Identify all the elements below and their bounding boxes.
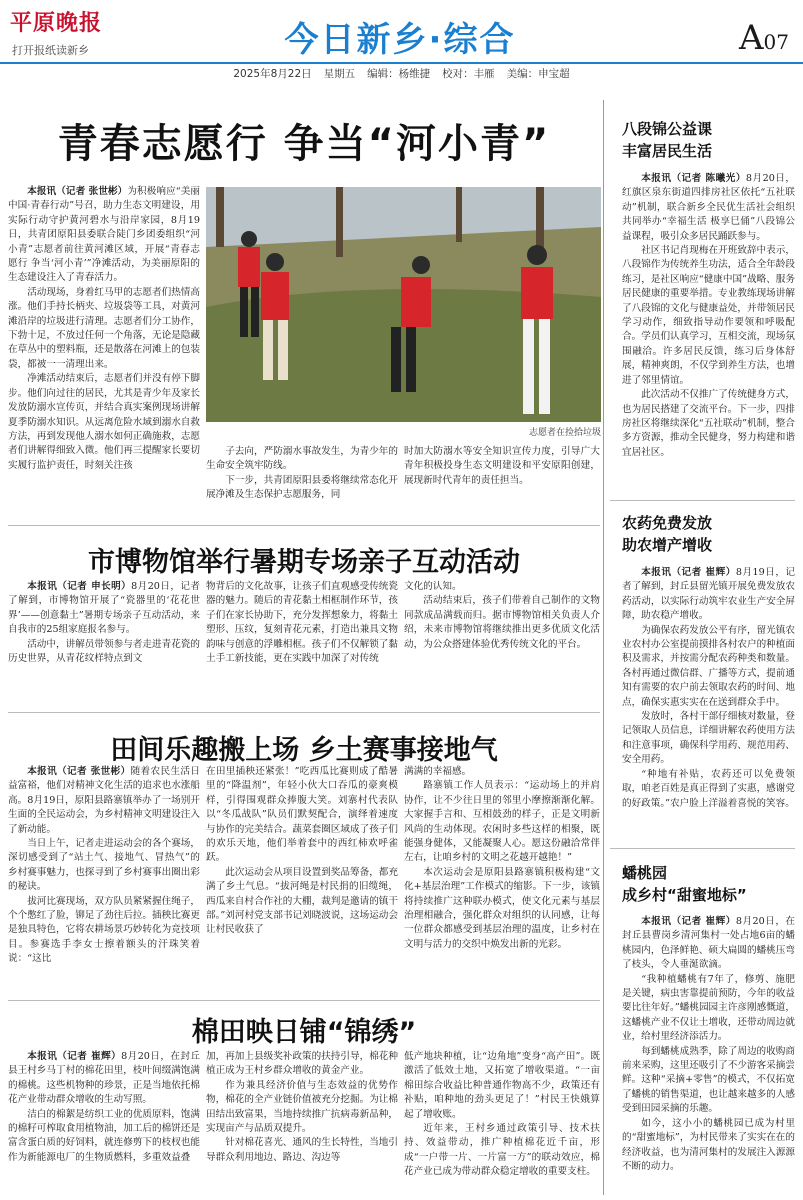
side1-headline-line1: 八段锦公益课 bbox=[622, 120, 713, 138]
side1-headline bbox=[622, 118, 797, 164]
side2-body bbox=[622, 566, 795, 838]
side3-para1: 8月20日，在封丘县曹岗乡清河集村一处占地6亩的蟠桃园内，色泽鲜艳、硕大扁圆的蟠桃压弯了枝头，令人垂涎欲滴。 bbox=[622, 916, 795, 971]
side3-byline: 本报讯（记者 崔辉） bbox=[641, 916, 736, 927]
issue-weekday: 星期五 bbox=[323, 68, 356, 80]
article2-col2 bbox=[206, 580, 398, 700]
divider bbox=[8, 712, 600, 713]
article4-headline: 棉田映日铺“锦绣” bbox=[191, 1017, 417, 1048]
article1-para4: 子去向，严防溺水事故发生，为青少年的生命安全筑牢防线。 bbox=[206, 446, 398, 472]
article3-para7: 路寨镇工作人员表示：“运动场上的并肩协作，让不少往日里的邻里小摩擦渐渐化解。大家握手言和、互相鼓劲的样子，正是文明新风尚的生动体现。农闲时多些这样的相聚，既能强身健体，又能凝聚人心。愿这份融洽常伴左右，让咱乡村的文明之花越开越艳！” bbox=[404, 780, 600, 864]
divider bbox=[610, 500, 795, 501]
article1-para1: 为积极响应“美丽中国·青春行动”号召，助力生态文明建设，用实际行动守护黄河碧水与沿岸家园，8月19日，共青团原阳县委联合陡门乡团委组织“河小青”志愿者前往黄河滩区域，开展“青春志愿行 争当‘河小青’”净滩活动，为美丽原阳的生态建设注入了青春活力。 bbox=[8, 186, 200, 284]
masthead bbox=[0, 0, 803, 80]
article2-para5: 活动结束后，孩子们带着自己制作的文物同款成品满载而归。据市博物馆相关负责人介绍，未来市博物馆将继续推出更多优质文化活动，为公众搭建体验优秀传统文化的平台。 bbox=[404, 595, 600, 650]
article1-col2 bbox=[206, 445, 398, 505]
article3-col1 bbox=[8, 765, 200, 995]
side3-para4: 如今，这小小的蟠桃园已成为村里的“甜蜜地标”，为村民带来了实实在在的经济收益，也为清河集村的发展注入源源不断的动力。 bbox=[622, 1117, 795, 1172]
article2-para2: 活动中，讲解员带领参与者走进青花瓷的历史世界，从青花纹样特点到文 bbox=[8, 638, 200, 665]
side3-headline-line2: 成乡村“甜蜜地标” bbox=[622, 886, 747, 904]
article4-para2: 洁白的棉絮是纺织工业的优质原料，饱满的棉籽可榨取食用植物油，加工后的棉饼还是富含蛋白质的好饲料，就连修剪下的枝杈也能作为新能源电厂的生物质燃料，多重效益叠 bbox=[8, 1108, 200, 1163]
column-separator bbox=[603, 100, 604, 1195]
article2-para4: 文化的认知。 bbox=[404, 581, 462, 592]
side3-para2: “我种植蟠桃有7年了，修剪、施肥是关键，病虫害靠提前预防，今年的收益要比往年好。”蟠桃园园主许彦刚感慨道，这蟠桃产业不仅让土增收，还带动周边就业，给村里经济添活力。 bbox=[622, 973, 795, 1043]
article3-byline: 本报讯（记者 张世彬） bbox=[27, 766, 131, 777]
side2-para4: “种地有补贴，农药还可以免费领取，咱老百姓是真正得到了实惠，感谢党的好政策。”农户脸上洋溢着喜悦的笑容。 bbox=[622, 768, 795, 809]
article2-byline: 本报讯（记者 申长明） bbox=[27, 581, 132, 592]
divider bbox=[8, 525, 600, 526]
article2-para3: 物背后的文化故事，让孩子们直观感受传统瓷器的魅力。随后的青花黏土相框制作环节，孩子们在家长协助下，充分发挥想象力，将黏土塑形、压纹，复刻青花元素，打造出兼具文物韵味与创意的浮雕相框。孩子们不仅解锁了黏土手工新技能，更在实践中加深了对传统 bbox=[206, 581, 398, 665]
article4-col2 bbox=[206, 1050, 398, 1195]
article3-para3: 拔河比赛现场，双方队员紧紧握住绳子，个个憋红了脸，铆足了劲往后拉。插秧比赛更是独具特色，它将农耕场景巧妙转化为竞技项目。参赛选手李女士擦着额头的汗珠笑着说：“这比 bbox=[8, 895, 200, 965]
newspaper-slogan: 打开报纸读新乡 bbox=[12, 44, 89, 57]
page-letter: A bbox=[738, 18, 764, 58]
article4-para7: 近年来，王村乡通过政策引导、技术扶持、效益带动，推广种植棉花近千亩，形成“一户带一片、一片富一方”的联动效应，棉花产业已成为带动群众稳定增收的重要支柱。 bbox=[404, 1123, 600, 1178]
article2-headline: 市博物馆举行暑期专场亲子互动活动 bbox=[88, 547, 520, 578]
side2-para3: 发放时，各村干部仔细核对数量，登记领取人员信息，详细讲解农药使用方法和注意事项，确保科学用药、规范用药、安全用药。 bbox=[622, 711, 795, 766]
article1-para3: 净滩活动结束后，志愿者们并没有停下脚步。他们向过往的居民，尤其是青少年及家长发放防溺水宣传页，并结合真实案例现场讲解夏季防溺水知识。从远离危险水域到溺水自救方法，再到发现他人溺水如何正确施救，志愿者们讲解得细致入微。他们再三提醒家长要切实履行监护责任，时刻关注孩 bbox=[8, 373, 200, 471]
article4-para3: 加，再加上县级奖补政策的扶持引导，棉花种植正成为王村乡群众增收的黄金产业。 bbox=[206, 1051, 398, 1077]
page-num: 07 bbox=[763, 30, 789, 54]
section-title: 今日新乡·综合 bbox=[284, 20, 516, 60]
article2-col1 bbox=[8, 580, 200, 700]
article4-byline: 本报讯（记者 崔辉） bbox=[27, 1051, 122, 1062]
side2-para1: 8月19日，记者了解到，封丘县留光镇开展免费发放农药活动，以实际行动筑牢农业生产安全屏障，助农稳产增收。 bbox=[622, 567, 795, 622]
article4-col1 bbox=[8, 1050, 200, 1195]
article1-col3 bbox=[404, 445, 600, 505]
article1-para6: 时加大防溺水等安全知识宣传力度，引导广大青年积极投身生态文明建设和平安原阳创建，展现新时代青年的责任担当。 bbox=[404, 446, 600, 486]
side3-para3: 每到蟠桃成熟季，除了周边的收购商前来采购，这里还吸引了不少游客采摘尝鲜。这种“采摘+零售”的模式，不仅拓宽了蟠桃的销售渠道，也让越来越多的人感受到田园采摘的乐趣。 bbox=[622, 1045, 795, 1115]
proofreader: 校对：丰雁 bbox=[442, 68, 495, 80]
side1-para3: 此次活动不仅推广了传统健身方式，也为居民搭建了交流平台。下一步，四排房社区将继续深化“五社联动”机制，整合多方资源，推动全民健身，努力构建和谐宜居社区。 bbox=[622, 389, 795, 458]
page-number bbox=[739, 18, 789, 58]
article3-col3 bbox=[404, 765, 600, 995]
article3-para1: 随着农民生活日益富裕，他们对精神文化生活的追求也水涨船高。8月19日，原阳县路寨镇举办了一场别开生面的全民运动会，为乡村精神文明建设注入了新动能。 bbox=[8, 766, 200, 835]
side3-headline bbox=[622, 862, 797, 908]
article3-headline: 田间乐趣搬上场 乡土赛事接地气 bbox=[110, 735, 498, 766]
article4-para6: 低产地块种植，让“边角地”变身“高产田”。既激活了低效土地，又拓宽了增收渠道。“一亩棉田综合收益比种普通作物高不少，政策还有补贴，咱种地的劲头更足了！”村民王快娥算起了增收账。 bbox=[404, 1051, 600, 1120]
article3-para6: 满满的幸福感。 bbox=[404, 766, 472, 777]
photo-caption: 志愿者在捡拾垃圾 bbox=[528, 428, 601, 438]
divider bbox=[610, 848, 795, 849]
article4-para5: 针对棉花喜光、通风的生长特性，当地引导群众利用地边、路边、沟边等 bbox=[206, 1137, 398, 1163]
article3-para4: 在田里插秧还紧张！”吃西瓜比赛则成了酷暑里的“降温剂”，年轻小伙大口吞瓜的豪爽模样，引得围观群众捧腹大笑。刘寨村代表队以“冬瓜战队”队员们默契配合，演绎着速度与协作的完美结合。蔬菜套圈区域成了孩子们的欢乐天地，他们举着套中的西红柿欢呼雀跃。 bbox=[206, 766, 398, 864]
issue-date: 2025年8月22日 bbox=[233, 68, 312, 80]
side1-headline-line2: 丰富居民生活 bbox=[622, 142, 713, 160]
divider bbox=[8, 1000, 600, 1001]
side2-headline-line2: 助农增产增收 bbox=[622, 536, 713, 554]
side1-byline: 本报讯（记者 陈曦光） bbox=[641, 173, 746, 184]
article3-para8: 本次运动会是原阳县路寨镇积极构建“文化+基层治理”工作模式的缩影。下一步，该镇将持续推广这种联办模式，使文化元素与基层治理相融合，强化群众对组织的认同感，让每一位群众都感受到基层治理的温度，让乡村在文明与活力的交织中焕发出新的光彩。 bbox=[404, 866, 600, 950]
side1-para1: 8月20日，红旗区泉东街道四排房社区依托“五社联动”机制，联合新乡全民优生活社会组织共同举办“幸福生活 极享巳俑”八段锦公益课程，吸引众多居民踊跃参与。 bbox=[622, 173, 795, 242]
side1-body bbox=[622, 172, 795, 502]
masthead-rule bbox=[0, 62, 803, 64]
side1-para2: 社区书记肖现梅在开班致辞中表示，八段锦作为传统养生功法，适合全年龄段练习，是社区响应“健康中国”战略、服务居民健康的重要举措。专业教练现场讲解了八段锦的文化与健康益处，并带领居民学习动作，细致指导动作要领和呼吸配合。学员们认真学习，互相交流，现场氛围融洽。许多居民反馈，练习后身体舒展，精神爽朗，不仅学到养生方法，也增进了邻里情谊。 bbox=[622, 245, 795, 386]
article1-headline: 青春志愿行 争当“河小青” bbox=[57, 121, 551, 167]
article2-para1: 8月20日，记者了解到，市博物馆开展了“瓷器里的‘花花世界’——创意黏土”暑期专场亲子互动活动，来自我市的25组家庭报名参与。 bbox=[8, 581, 200, 636]
designer: 美编：申宝超 bbox=[506, 68, 570, 80]
side2-byline: 本报讯（记者 崔辉） bbox=[641, 567, 736, 578]
side2-headline-line1: 农药免费发放 bbox=[622, 514, 713, 532]
article4-para1: 8月20日，在封丘县王村乡马丁村的棉花田里，枝叶间缀满饱满的棉桃。这些机物种的珍景，正是当地依托棉花产业带动群众增收的生动写照。 bbox=[8, 1051, 200, 1106]
issue-info bbox=[0, 66, 803, 81]
article1-para2: 活动现场，身着红马甲的志愿者们热情高涨。他们手持长柄夹、垃圾袋等工具，对黄河滩沿岸的垃圾进行清理。志愿者们分工协作，下勃十足，不放过任何一个角落，无论是隐藏在草丛中的塑料瓶，还是散落在河滩上的包装袋，都被一一清理出来。 bbox=[8, 286, 200, 370]
article1-col1 bbox=[8, 185, 200, 520]
volunteers-photo bbox=[206, 187, 601, 422]
side3-body bbox=[622, 915, 795, 1195]
side2-para2: 为确保农药发放公平有序，留光镇农业农村办公室提前摸排各村农户的种植面积及需求，并按需分配农药种类和数量。各村再通过微信群、广播等方式，提前通知有需要的农户前去领取农药的时间、地点，确保实惠实实在在送到群众手中。 bbox=[622, 624, 795, 708]
newspaper-logo: 平原晚报 bbox=[10, 10, 103, 36]
volunteers-photo-illustration bbox=[206, 187, 601, 422]
article1-byline: 本报讯（记者 张世彬） bbox=[27, 186, 128, 197]
article4-col3 bbox=[404, 1050, 600, 1195]
editor: 编辑：杨维捷 bbox=[367, 68, 431, 80]
article3-para2: 当日上午，记者走进运动会的各个赛场，深切感受到了“站土气、接地气、冒热气”的乡村赛事魅力，也探寻到了乡村赛事出圈出彩的秘诀。 bbox=[8, 838, 200, 893]
side2-headline bbox=[622, 512, 797, 558]
article2-col3 bbox=[404, 580, 600, 700]
article3-col2 bbox=[206, 765, 398, 995]
article1-para5: 下一步，共青团原阳县委将继续常态化开展净滩及生态保护志愿服务，同 bbox=[206, 474, 398, 501]
article3-para5: 此次运动会从项目设置到奖品筹备，都充满了乡土气息。“拔河绳是村民捐的旧缆绳，西瓜来自村合作社的大棚，裁判是邀请的镇干部。”刘河村党支部书记刘晓波说，这场运动会让村民收获了 bbox=[206, 866, 398, 936]
side3-headline-line1: 蟠桃园 bbox=[622, 864, 668, 882]
article4-para4: 作为兼具经济价值与生态效益的优势作物，棉花的全产业链价值被充分挖掘。为让棉田结出致富果，当地持续推广抗病毒新品种，实现亩产与品质双提升。 bbox=[206, 1079, 398, 1135]
